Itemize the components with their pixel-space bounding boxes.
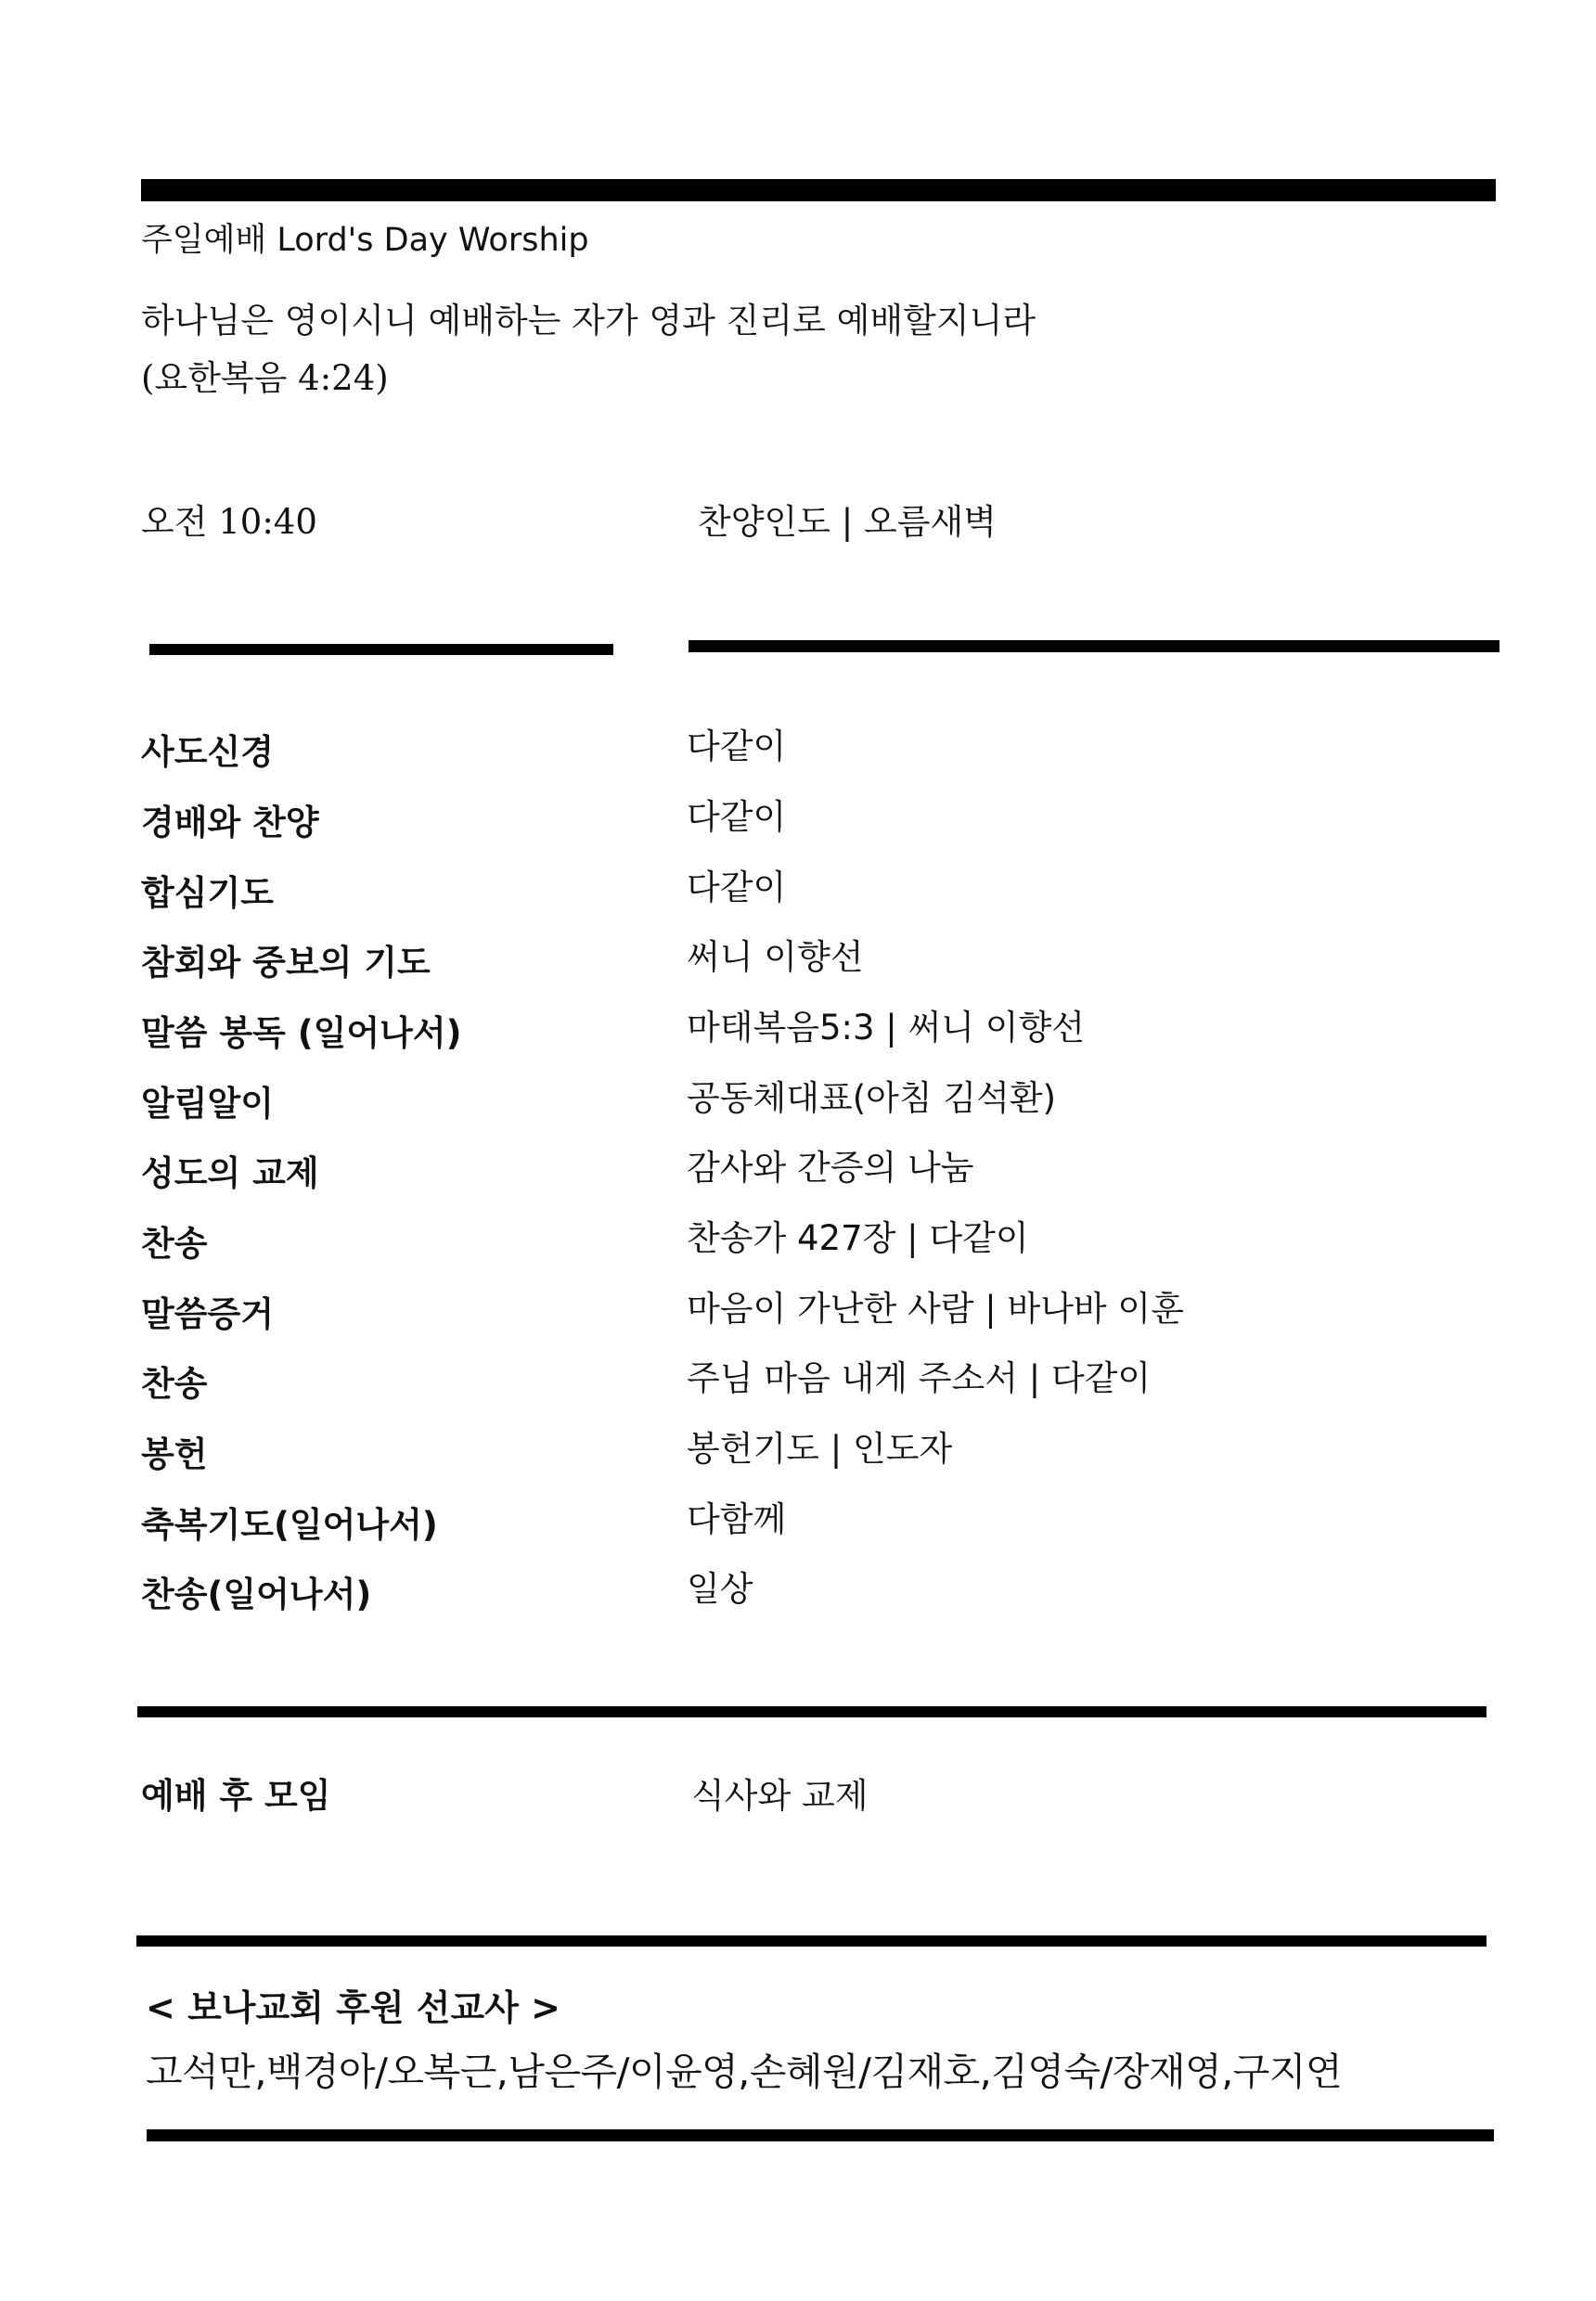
right-section-rule — [689, 640, 1499, 652]
left-section-rule — [149, 644, 613, 655]
order-item-label: 합심기도 — [141, 873, 274, 913]
order-row — [0, 1356, 1596, 1411]
order-item-label: 말씀증거 — [141, 1294, 274, 1334]
order-row — [0, 1075, 1596, 1131]
order-item-value: 일상 — [687, 1569, 753, 1609]
after-service-value: 식사와 교제 — [691, 1776, 869, 1816]
worship-leader: 찬양인도 | 오름새벽 — [698, 502, 997, 542]
order-row — [0, 1005, 1596, 1061]
order-item-value: 마음이 가난한 사람 | 바나바 이훈 — [687, 1289, 1184, 1329]
order-row — [0, 1215, 1596, 1271]
order-row — [0, 1145, 1596, 1201]
top-rule — [141, 179, 1496, 201]
order-item-label: 경배와 찬양 — [141, 803, 319, 842]
order-item-label: 성도의 교제 — [141, 1153, 319, 1193]
order-row — [0, 934, 1596, 990]
order-item-value: 다같이 — [687, 726, 787, 766]
scripture-reference: (요한복음 4:24) — [141, 358, 389, 398]
order-item-value: 찬송가 427장 | 다같이 — [687, 1218, 1029, 1258]
order-row — [0, 865, 1596, 920]
order-item-label: 알림알이 — [141, 1084, 274, 1124]
order-item-value: 공동체대표(아침 김석환) — [687, 1078, 1057, 1118]
order-item-label: 사도신경 — [141, 732, 274, 772]
bottom-rule — [147, 2129, 1494, 2141]
after-service-label: 예배 후 모임 — [141, 1776, 331, 1816]
order-item-label: 축복기도(일어나서) — [141, 1505, 438, 1545]
order-item-label: 말씀 봉독 (일어나서) — [141, 1013, 462, 1053]
missionary-names: 고석만,백경아/오복근,남은주/이윤영,손혜원/김재호,김영숙/장재영,구지연 — [146, 2050, 1343, 2094]
service-time: 오전 10:40 — [141, 502, 317, 542]
order-row — [0, 1497, 1596, 1552]
order-item-value: 다같이 — [687, 797, 787, 837]
missionary-top-rule — [136, 1935, 1487, 1947]
order-row — [0, 724, 1596, 779]
order-item-value: 다같이 — [687, 868, 787, 907]
scripture-verse: 하나님은 영이시니 예배하는 자가 영과 진리로 예배할지니라 — [141, 301, 1036, 341]
order-row — [0, 794, 1596, 850]
order-row — [0, 1286, 1596, 1342]
order-row — [0, 1566, 1596, 1622]
order-item-value: 써니 이향선 — [687, 937, 864, 977]
order-item-label: 찬송 — [141, 1224, 208, 1264]
order-item-value: 주님 마음 내게 주소서 | 다같이 — [687, 1358, 1152, 1398]
order-item-value: 마태복음5:3 | 써니 이향선 — [687, 1008, 1085, 1048]
order-item-value: 다함께 — [687, 1499, 787, 1539]
order-item-label: 찬송(일어나서) — [141, 1575, 372, 1614]
order-item-value: 감사와 간증의 나눔 — [687, 1148, 974, 1188]
order-item-label: 봉헌 — [141, 1434, 208, 1474]
order-item-label: 참회와 중보의 기도 — [141, 943, 431, 983]
after-service-rule — [137, 1706, 1487, 1717]
order-row — [0, 1426, 1596, 1482]
order-item-label: 찬송 — [141, 1364, 208, 1404]
order-item-value: 봉헌기도 | 인도자 — [687, 1429, 953, 1469]
missionary-heading: < 보나교회 후원 선교사 > — [146, 1987, 560, 2028]
service-title: 주일예배 Lord's Day Worship — [141, 222, 589, 259]
